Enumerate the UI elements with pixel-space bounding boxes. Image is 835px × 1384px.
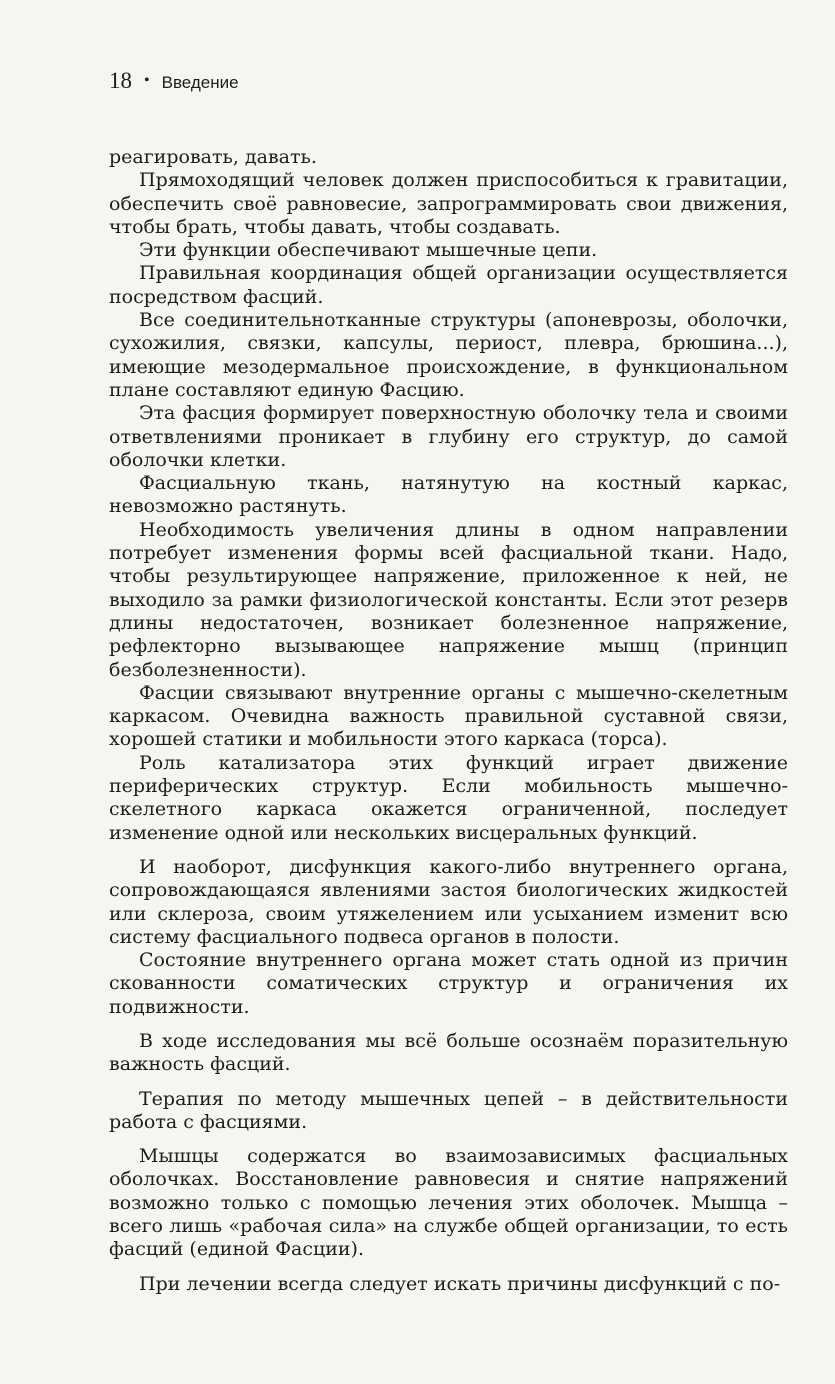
- body-text: [109, 146, 788, 1296]
- page-number: 18: [109, 68, 132, 93]
- paragraph: Состояние внутреннего органа может стать одной из причин скованности соматических структур и ограничения их подвижности.: [109, 949, 788, 1018]
- paragraph: Необходимость увеличения длины в одном направлении потребует изменения формы всей фасциальной ткани. Надо, чтобы результирующее напряжение, приложенное к ней, не выходило за рамки физиологической константы. Если этот резерв длины недостаточен, возникает болезненное напряжение, рефлекторно вызывающее напряжение мышц (принцип безболезненности).: [109, 518, 788, 681]
- paragraph: И наоборот, дисфункция какого-либо внутреннего органа, сопровождающаяся явлениями застоя биологических жидкостей или склероза, своим утяжелением или усыханием изменит всю систему фасциального подвеса органов в полости.: [109, 855, 788, 948]
- paragraph: Эти функции обеспечивают мышечные цепи.: [139, 239, 598, 262]
- paragraph: При лечении всегда следует искать причины дисфункций с по-: [139, 1272, 781, 1295]
- paragraph: Фасции связывают внутренние органы с мышечно-скелетным каркасом. Очевидна важность правильной суставной связи, хорошей статики и мобильности этого каркаса (торса).: [109, 681, 788, 751]
- paragraph: Фасциальную ткань, натянутую на костный каркас, невозможно растянуть.: [109, 472, 788, 518]
- running-header: [109, 68, 239, 98]
- paragraph: Правильная координация общей организации осуществляется посредством фасций.: [109, 262, 788, 308]
- paragraph: Роль катализатора этих функций играет движение периферических структур. Если мобильность мышечно-скелетного каркаса окажется ограниченной, последует изменение одной или нескольких висцеральных функций.: [109, 751, 788, 844]
- header-separator: •: [144, 72, 150, 89]
- paragraph: Эта фасция формирует поверхностную оболочку тела и своими ответвлениями проникает в глубину его структур, до самой оболочки клетки.: [109, 402, 788, 471]
- section-title: Введение: [161, 73, 239, 92]
- paragraph: Прямоходящий человек должен приспособиться к гравитации, обеспечить своё равновесие, запрограммировать свои движения, чтобы брать, чтобы давать, чтобы создавать.: [109, 169, 788, 238]
- paragraph: Терапия по методу мышечных цепей – в действительности работа с фасциями.: [109, 1087, 788, 1133]
- paragraph: реагировать, давать.: [109, 146, 317, 168]
- paragraph: В ходе исследования мы всё больше осознаём поразительную важность фасций.: [109, 1029, 788, 1076]
- paragraph: Все соединительнотканные структуры (апоневрозы, оболочки, сухожилия, связки, капсулы, периост, плевра, брюшина...), имеющие мезодермальное происхождение, в функциональном плане составляют единую Фасцию.: [109, 309, 788, 401]
- paragraph: Мышцы содержатся во взаимозависимых фасциальных оболочках. Восстановление равновесия и снятие напряжений возможно только с помощью лечения этих оболочек. Мышца – всего лишь «рабочая сила» на службе общей организации, то есть фасций (единой Фасции).: [109, 1145, 788, 1261]
